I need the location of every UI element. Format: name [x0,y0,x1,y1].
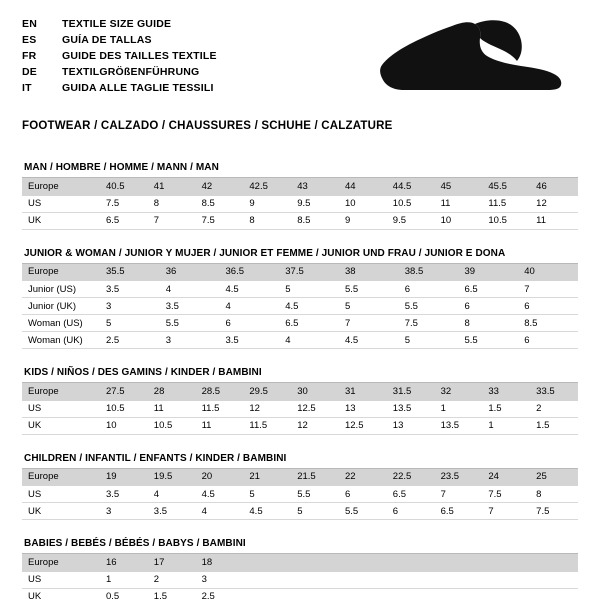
cell: 5 [291,503,339,520]
table-row [22,588,578,600]
cell: 3 [100,298,160,315]
cell-empty [387,554,435,571]
cell: 38.5 [399,264,459,281]
cell: 1 [482,417,530,434]
table-row [22,383,578,400]
cell: 6 [518,332,578,349]
cell: 11 [530,212,578,229]
cell: 5.5 [459,332,519,349]
cell: 8 [243,212,291,229]
cell: 5 [100,315,160,332]
cell: 4.5 [243,503,291,520]
cell: 10 [339,195,387,212]
cell-empty [243,588,291,600]
cell: 7 [339,315,399,332]
cell: 44.5 [387,178,435,195]
cell: 22.5 [387,469,435,486]
cell: 6.5 [279,315,339,332]
cell: 31 [339,383,387,400]
cell: 6.5 [435,503,483,520]
language-row [22,64,352,80]
size-table [22,554,578,600]
cell: 2.5 [100,332,160,349]
cell: 7.5 [530,503,578,520]
cell-empty [387,588,435,600]
cell: 10 [435,212,483,229]
cell: 19 [100,469,148,486]
cell: 31.5 [387,383,435,400]
row-label: UK [22,212,100,229]
section-title: BABIES / BEBÉS / BÉBÉS / BABYS / BAMBINI [22,534,578,554]
cell: 4 [160,281,220,298]
cell: 7 [518,281,578,298]
cell: 24 [482,469,530,486]
table-row [22,281,578,298]
table-row [22,315,578,332]
cell-empty [435,571,483,588]
cell: 44 [339,178,387,195]
cell-empty [435,554,483,571]
cell: 4 [148,486,196,503]
cell: 45 [435,178,483,195]
row-label: Junior (UK) [22,298,100,315]
category-title: FOOTWEAR / CALZADO / CHAUSSURES / SCHUHE / CALZATURE [22,120,393,132]
cell-empty [387,571,435,588]
cell-empty [291,571,339,588]
cell: 4.5 [279,298,339,315]
section-babies [22,534,578,600]
size-table [22,469,578,521]
cell: 28 [148,383,196,400]
row-label: Junior (US) [22,281,100,298]
cell: 11.5 [243,417,291,434]
cell-empty [482,588,530,600]
language-title: TEXTILE SIZE GUIDE [62,18,172,30]
row-label: Europe [22,469,100,486]
cell: 3 [196,571,244,588]
cell: 7.5 [100,195,148,212]
cell: 39 [459,264,519,281]
cell-empty [243,554,291,571]
cell: 35.5 [100,264,160,281]
cell: 8 [148,195,196,212]
cell: 42.5 [243,178,291,195]
cell: 5.5 [339,281,399,298]
language-code: IT [22,82,32,94]
cell: 19.5 [148,469,196,486]
cell: 1 [435,400,483,417]
table-row [22,298,578,315]
cell: 7 [482,503,530,520]
cell: 10 [100,417,148,434]
cell: 9.5 [291,195,339,212]
language-code: DE [22,66,37,78]
cell: 20 [196,469,244,486]
cell-empty [482,554,530,571]
table-row [22,554,578,571]
cell: 4.5 [339,332,399,349]
cell: 13.5 [435,417,483,434]
cell: 7 [435,486,483,503]
cell: 0.5 [100,588,148,600]
language-title: TEXTILGRÖßENFÜHRUNG [62,66,200,78]
cell: 6 [387,503,435,520]
table-row [22,212,578,229]
cell: 2 [530,400,578,417]
language-title: GUIDA ALLE TAGLIE TESSILI [62,82,214,94]
section-title: CHILDREN / INFANTIL / ENFANTS / KINDER / BAMBINI [22,449,578,469]
cell: 41 [148,178,196,195]
size-table [22,383,578,435]
cell: 1 [100,571,148,588]
cell: 5.5 [291,486,339,503]
row-label: UK [22,417,100,434]
language-row [22,48,352,64]
cell: 3 [100,503,148,520]
cell: 11 [148,400,196,417]
cell: 7 [148,212,196,229]
cell: 5.5 [399,298,459,315]
row-label: Europe [22,178,100,195]
cell: 1.5 [530,417,578,434]
cell: 30 [291,383,339,400]
cell: 13 [339,400,387,417]
table-row [22,264,578,281]
size-table [22,178,578,230]
cell: 38 [339,264,399,281]
table-row [22,571,578,588]
cell: 8.5 [291,212,339,229]
section-title: MAN / HOMBRE / HOMME / MANN / MAN [22,158,578,178]
cell: 2.5 [196,588,244,600]
row-label: US [22,486,100,503]
cell-empty [339,571,387,588]
cell: 18 [196,554,244,571]
cell: 13 [387,417,435,434]
language-code: ES [22,34,37,46]
cell: 10.5 [482,212,530,229]
cell: 4.5 [196,486,244,503]
cell: 21.5 [291,469,339,486]
row-label: UK [22,503,100,520]
cell: 4 [196,503,244,520]
cell: 4 [220,298,280,315]
table-row [22,195,578,212]
cell: 5 [399,332,459,349]
cell: 8.5 [518,315,578,332]
cell-empty [530,588,578,600]
cell: 3.5 [220,332,280,349]
cell: 45.5 [482,178,530,195]
language-row [22,80,352,96]
cell: 7.5 [482,486,530,503]
cell-empty [435,588,483,600]
row-label: US [22,400,100,417]
cell: 1.5 [148,588,196,600]
cell: 4.5 [220,281,280,298]
cell-empty [482,571,530,588]
cell: 43 [291,178,339,195]
cell: 6 [339,486,387,503]
row-label: Woman (US) [22,315,100,332]
cell: 33 [482,383,530,400]
cell: 33.5 [530,383,578,400]
cell-empty [339,588,387,600]
cell-empty [530,554,578,571]
cell: 8 [459,315,519,332]
section-kids [22,363,578,435]
cell: 9 [339,212,387,229]
section-title: KIDS / NIÑOS / DES GAMINS / KINDER / BAMBINI [22,363,578,383]
cell: 3.5 [148,503,196,520]
cell: 6 [220,315,280,332]
page-header [22,16,578,108]
cell: 6.5 [387,486,435,503]
cell: 3.5 [100,281,160,298]
table-row [22,486,578,503]
cell-empty [291,554,339,571]
cell: 36.5 [220,264,280,281]
language-row [22,16,352,32]
language-code: FR [22,50,37,62]
cell: 11 [196,417,244,434]
cell: 23.5 [435,469,483,486]
cell: 6.5 [100,212,148,229]
row-label: Europe [22,383,100,400]
cell: 40.5 [100,178,148,195]
table-row [22,332,578,349]
cell: 36 [160,264,220,281]
cell: 25 [530,469,578,486]
cell: 12 [243,400,291,417]
row-label: Europe [22,554,100,571]
cell: 8 [530,486,578,503]
cell: 10.5 [148,417,196,434]
cell: 32 [435,383,483,400]
cell: 12.5 [339,417,387,434]
dress-shoe-icon [374,16,574,96]
cell: 21 [243,469,291,486]
language-title-list [22,16,352,96]
size-table [22,264,578,350]
language-title: GUIDE DES TAILLES TEXTILE [62,50,217,62]
cell: 29.5 [243,383,291,400]
cell: 16 [100,554,148,571]
cell: 8.5 [196,195,244,212]
section-man [22,158,578,230]
cell: 7.5 [399,315,459,332]
cell: 4 [279,332,339,349]
row-label: US [22,571,100,588]
section-title: JUNIOR & WOMAN / JUNIOR Y MUJER / JUNIOR ET FEMME / JUNIOR UND FRAU / JUNIOR E DONA [22,244,578,264]
cell: 9.5 [387,212,435,229]
row-label: US [22,195,100,212]
cell: 5 [339,298,399,315]
table-row [22,400,578,417]
row-label: Woman (UK) [22,332,100,349]
language-row [22,32,352,48]
cell: 5 [279,281,339,298]
table-row [22,178,578,195]
cell: 7.5 [196,212,244,229]
cell: 3.5 [160,298,220,315]
cell: 6 [459,298,519,315]
cell: 10.5 [387,195,435,212]
cell: 17 [148,554,196,571]
cell: 11 [435,195,483,212]
table-row [22,469,578,486]
cell: 11.5 [482,195,530,212]
cell: 40 [518,264,578,281]
cell: 37.5 [279,264,339,281]
cell: 27.5 [100,383,148,400]
table-row [22,503,578,520]
cell-empty [291,588,339,600]
cell: 28.5 [196,383,244,400]
cell: 3 [160,332,220,349]
cell: 12 [291,417,339,434]
cell: 13.5 [387,400,435,417]
cell: 11.5 [196,400,244,417]
cell: 5.5 [160,315,220,332]
cell: 1.5 [482,400,530,417]
cell: 6.5 [459,281,519,298]
language-code: EN [22,18,37,30]
cell: 10.5 [100,400,148,417]
cell: 5.5 [339,503,387,520]
cell: 12.5 [291,400,339,417]
cell: 6 [518,298,578,315]
cell: 5 [243,486,291,503]
cell: 42 [196,178,244,195]
table-row [22,417,578,434]
cell: 6 [399,281,459,298]
cell-empty [530,571,578,588]
row-label: Europe [22,264,100,281]
cell-empty [339,554,387,571]
language-title: GUÍA DE TALLAS [62,34,152,46]
cell: 22 [339,469,387,486]
cell: 2 [148,571,196,588]
section-junior-woman [22,244,578,350]
cell: 12 [530,195,578,212]
cell-empty [243,571,291,588]
row-label: UK [22,588,100,600]
cell: 46 [530,178,578,195]
cell: 3.5 [100,486,148,503]
cell: 9 [243,195,291,212]
section-children [22,449,578,521]
